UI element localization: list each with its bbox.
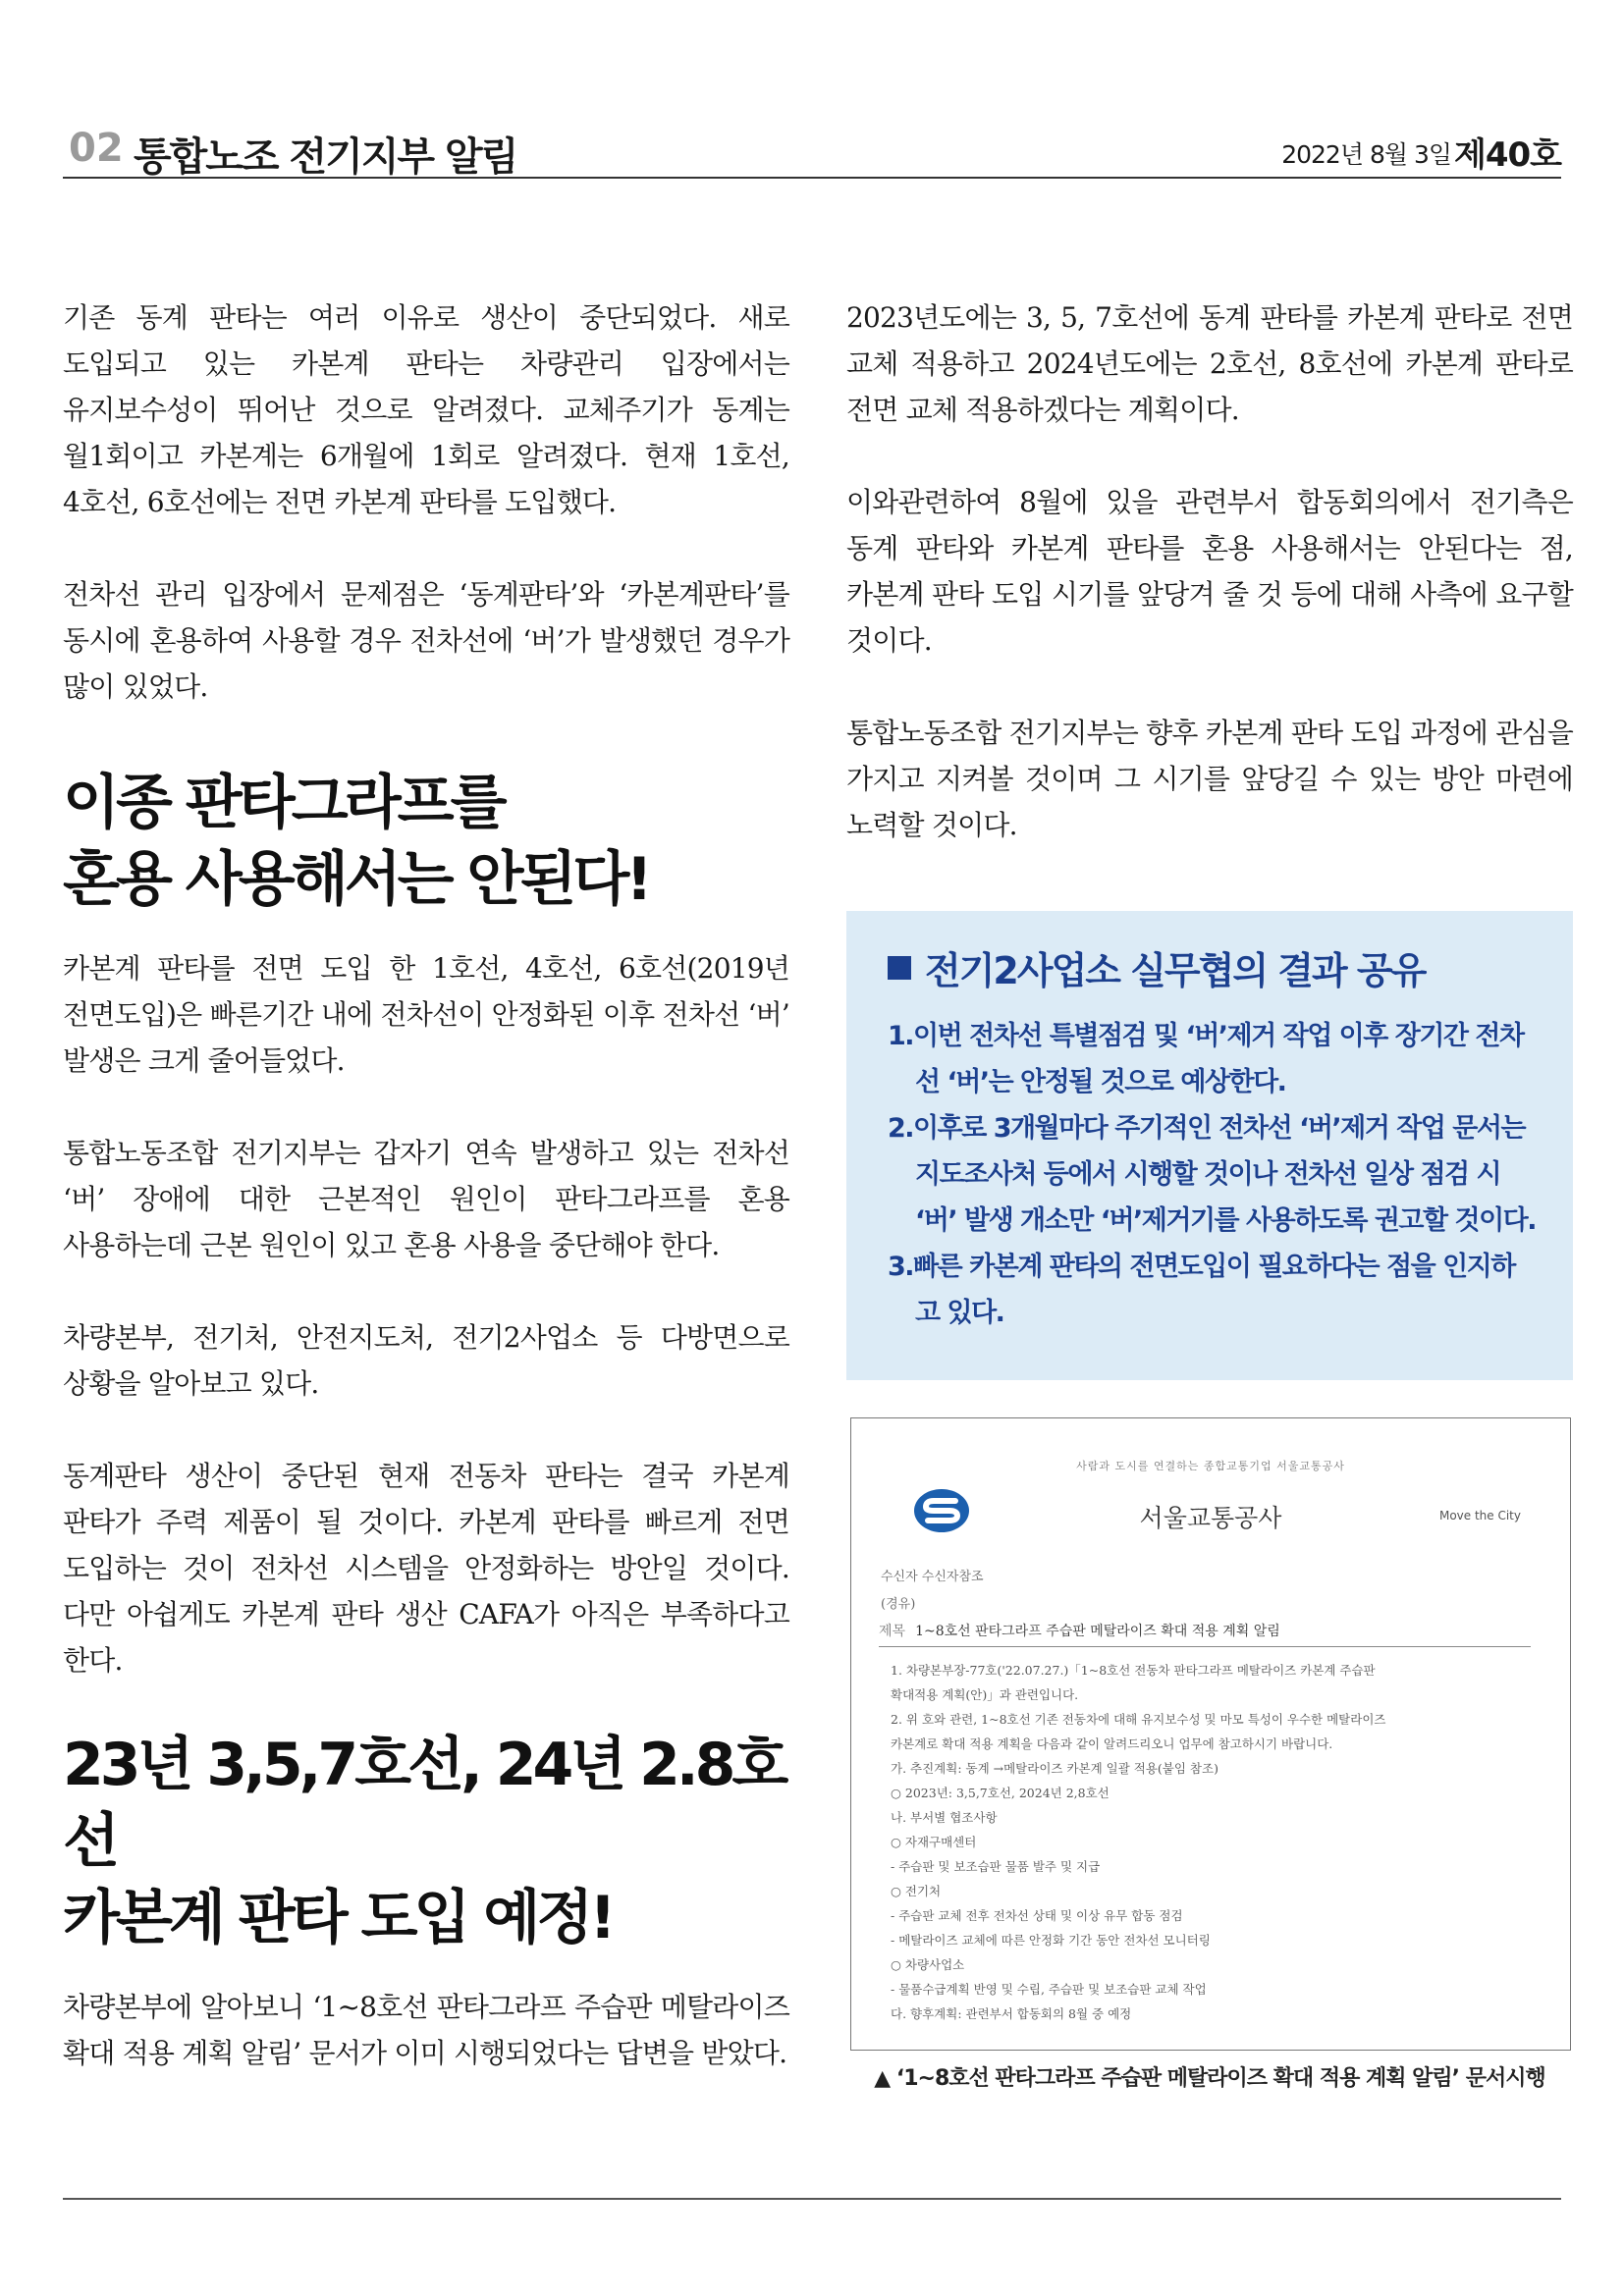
- document-line: 확대적용 계획(안)」과 관련입니다.: [891, 1687, 1079, 1702]
- document-line: ○ 차량사업소: [891, 1957, 965, 1972]
- notice-title: [888, 940, 1425, 994]
- article-paragraph: 차량본부에 알아보니 ‘1~8호선 판타그라프 주습판 메탈라이즈 확대 적용 계획 알림’ 문서가 이미 시행되었다는 답변을 받았다.: [63, 1991, 789, 2069]
- notice-title-text: 전기2사업소 실무협의 결과 공유: [925, 949, 1426, 992]
- document-line: 가. 추진계획: 동계 →메탈라이즈 카본계 일괄 적용(붙임 참조): [891, 1761, 1218, 1776]
- notice-item: 2.이후로 3개월마다 주기적인 전차선 ‘버’제거 작업 문서는 지도조사처 등에서 시행할 것이나 전차선 일상 점검 시 ‘버’ 발생 개소만 ‘버’제거기를 사용하도록 권고할 것이다.: [888, 1113, 1536, 1236]
- document-line: ○ 전기처: [891, 1884, 942, 1898]
- page-number: 02: [69, 126, 124, 171]
- article-paragraph: 기존 동계 판타는 여러 이유로 생산이 중단되었다. 새로 도입되고 있는 카본계 판타는 차량관리 입장에서는 유지보수성이 뛰어난 것으로 알려졌다. 교체주기가 동계는 월1회이고 카본계는 6개월에 1회로 알려졌다. 현재 1호선, 4호선, 6호선에는 전면 카본계 판타를 도입했다.: [63, 301, 789, 518]
- document-body: [891, 1658, 1531, 2026]
- notice-item: 3.빠른 카본계 판타의 전면도입이 필요하다는 점을 인지하고 있다.: [888, 1252, 1515, 1328]
- article-paragraph: 차량본부, 전기처, 안전지도처, 전기2사업소 등 다방면으로 상황을 알아보고 있다.: [63, 1321, 789, 1400]
- article-paragraph: 카본계 판타를 전면 도입 한 1호선, 4호선, 6호선(2019년 전면도입)은 빠른기간 내에 전차선이 안정화된 이후 전차선 ‘버’ 발생은 크게 줄어들었다.: [63, 952, 789, 1077]
- article-paragraph: 동계판타 생산이 중단된 현재 전동차 판타는 결국 카본계 판타가 주력 제품이 될 것이다. 카본계 판타를 빠르게 전면 도입하는 것이 전차선 시스템을 안정화하는 방안일 것이다. 다만 아쉽게도 카본계 판타 생산 CAFA가 아직은 부족하다고 한다.: [63, 1460, 789, 1677]
- document-tagline: 사람과 도시를 연결하는 종합교통기업 서울교통공사: [1076, 1460, 1345, 1472]
- square-bullet-icon: [888, 956, 911, 980]
- document-org-name: 서울교통공사: [1139, 1504, 1282, 1532]
- document-line: 다. 향후계획: 관련부서 합동회의 8월 중 예정: [891, 2006, 1132, 2021]
- headline: [63, 1727, 789, 1956]
- notice-item: 1.이번 전차선 특별점검 및 ‘버’제거 작업 이후 장기간 전차선 ‘버’는 안정될 것으로 예상한다.: [888, 1021, 1524, 1097]
- document-line: ○ 2023년: 3,5,7호선, 2024년 2,8호선: [891, 1786, 1110, 1800]
- section-title: 통합노조 전기지부 알림: [134, 134, 517, 180]
- page-header: [63, 116, 1561, 179]
- document-line: - 물품수급계획 반영 및 수립, 주습판 및 보조습판 교체 작업: [891, 1982, 1207, 1997]
- issue-number: 제40호: [1453, 135, 1561, 175]
- document-line: 나. 부서별 협조사항: [891, 1810, 998, 1825]
- footer-divider: [63, 2198, 1561, 2200]
- document-image: [850, 1417, 1571, 2051]
- right-column: [846, 294, 1573, 848]
- document-motto: Move the City: [1438, 1509, 1521, 1522]
- image-caption: ▲ ‘1~8호선 판타그라프 주습판 메탈라이즈 확대 적용 계획 알림’ 문서시행: [874, 2066, 1545, 2091]
- document-recipient: 수신자 수신자참조: [881, 1570, 984, 1584]
- document-line: 1. 차량본부장-77호('22.07.27.)「1~8호선 전동차 판타그라프 메탈라이즈 카본계 주습판: [891, 1663, 1376, 1678]
- left-column: [63, 294, 789, 2076]
- document-subject-label: 제목: [879, 1624, 906, 1639]
- article-paragraph: 이와관련하여 8월에 있을 관련부서 합동회의에서 전기측은 동계 판타와 카본계 판타를 혼용 사용해서는 안된다는 점, 카본계 판타 도입 시기를 앞당겨 줄 것 등에 대해 사측에 요구할 것이다.: [846, 486, 1573, 657]
- document-line: 카본계로 확대 적용 계획을 다음과 같이 알려드리오니 업무에 참고하시기 바랍니다.: [891, 1736, 1333, 1751]
- headline-line: 23년 3,5,7호선, 24년 2.8호선: [63, 1731, 785, 1876]
- headline-line: 혼용 사용해서는 안된다!: [63, 845, 649, 914]
- document-line: ○ 자재구매센터: [891, 1835, 977, 1849]
- headline-line: 이종 판타그라프를: [63, 769, 504, 837]
- document-via: (경유): [881, 1597, 916, 1612]
- document-line: 2. 위 호와 관련, 1~8호선 기존 전동차에 대해 유지보수성 및 마모 특성이 우수한 메탈라이즈: [891, 1712, 1386, 1727]
- document-line: - 주습판 교체 전후 전차선 상태 및 이상 유무 합동 점검: [891, 1908, 1183, 1923]
- notice-box: [846, 911, 1573, 1380]
- notice-list: [888, 1013, 1536, 1336]
- issue-date: 2022년 8월 3일: [1281, 140, 1451, 169]
- article-paragraph: 2023년도에는 3, 5, 7호선에 동계 판타를 카본계 판타로 전면 교체 적용하고 2024년도에는 2호선, 8호선에 카본계 판타로 전면 교체 적용하겠다는 계획이다.: [846, 301, 1573, 426]
- headline-line: 카본계 판타 도입 예정!: [63, 1884, 613, 1952]
- document-line: - 메탈라이즈 교체에 따른 안정화 기간 동안 전차선 모니터링: [891, 1933, 1211, 1948]
- document-line: - 주습판 및 보조습판 물품 발주 및 지급: [891, 1859, 1101, 1874]
- headline: [63, 765, 789, 918]
- article-paragraph: 통합노동조합 전기지부는 갑자기 연속 발생하고 있는 전차선 ‘버’ 장애에 대한 근본적인 원인이 판타그라프를 혼용 사용하는데 근본 원인이 있고 혼용 사용을 중단해야 한다.: [63, 1137, 789, 1261]
- document-subject: 1~8호선 판타그라프 주습판 메탈라이즈 확대 적용 계획 알림: [915, 1624, 1280, 1639]
- article-paragraph: 통합노동조합 전기지부는 향후 카본계 판타 도입 과정에 관심을 가지고 지켜볼 것이며 그 시기를 앞당길 수 있는 방안 마련에 노력할 것이다.: [846, 717, 1573, 841]
- document-subject-row: [879, 1621, 1531, 1647]
- article-paragraph: 전차선 관리 입장에서 문제점은 ‘동계판타’와 ‘카본계판타’를 동시에 혼용하여 사용할 경우 전차선에 ‘버’가 발생했던 경우가 많이 있었다.: [63, 578, 789, 703]
